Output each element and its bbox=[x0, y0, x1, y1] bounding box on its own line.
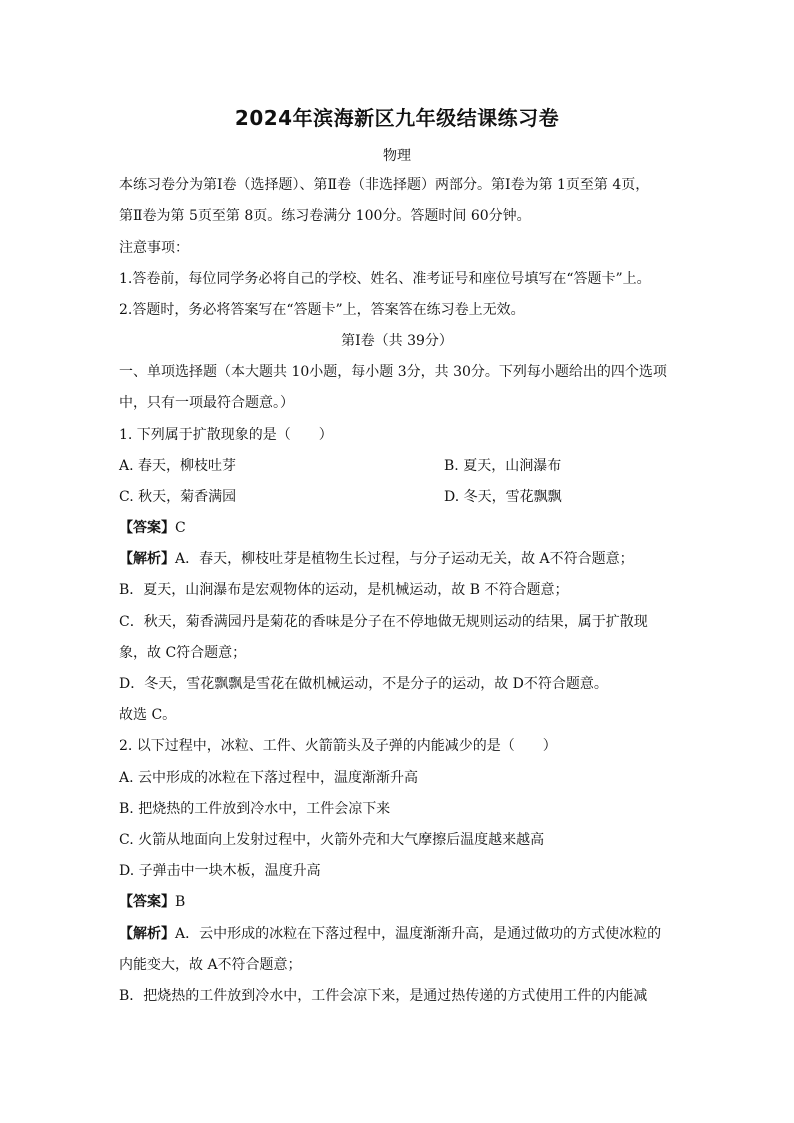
q1-analysis-text-1: A．春天，柳枝吐芽是植物生长过程，与分子运动无关，故 A不符合题意； bbox=[175, 551, 634, 567]
section-heading: 第Ⅰ卷（共 39分） bbox=[341, 333, 453, 349]
q2-option-a: A. 云中形成的冰粒在下落过程中，温度渐渐升高 bbox=[119, 770, 419, 786]
q2-option-d: D. 子弹击中一块木板，温度升高 bbox=[119, 863, 321, 879]
q1-option-a: A. 春天，柳枝吐芽 bbox=[119, 458, 237, 474]
q1-analysis-2: B．夏天，山涧瀑布是宏观物体的运动，是机械运动，故 B 不符合题意； bbox=[119, 582, 569, 598]
q1-conclusion: 故选 C。 bbox=[119, 707, 177, 723]
q2-analysis-text-1: A．云中形成的冰粒在下落过程中，温度渐渐升高，是通过做功的方式使冰粒的 bbox=[175, 926, 662, 942]
q1-analysis-4: 象，故 C符合题意； bbox=[119, 645, 247, 661]
q2-analysis-3: B．把烧热的工件放到冷水中，工件会凉下来，是通过热传递的方式使用工件的内能减 bbox=[119, 988, 648, 1004]
notes-item-2: 2.答题时，务必将答案写在“答题卡”上，答案答在练习卷上无效。 bbox=[119, 302, 525, 318]
q2-analysis-1 bbox=[119, 924, 679, 944]
q2-stem: 2. 以下过程中，冰粒、工件、火箭箭头及子弹的内能减少的是（ ） bbox=[119, 738, 557, 754]
q1-option-d: D. 冬天，雪花飘飘 bbox=[444, 489, 562, 505]
q2-answer-label: 【答案】 bbox=[119, 894, 175, 910]
q1-analysis-5: D．冬天，雪花飘飘是雪花在做机械运动，不是分子的运动，故 D不符合题意。 bbox=[119, 676, 608, 692]
q2-analysis-label: 【解析】 bbox=[119, 926, 175, 942]
q1-stem: 1. 下列属于扩散现象的是（ ） bbox=[119, 427, 333, 443]
q1-option-b: B. 夏天，山涧瀑布 bbox=[444, 458, 562, 474]
q2-answer bbox=[119, 892, 679, 912]
section-instructions-2: 中，只有一项最符合题意。） bbox=[119, 395, 294, 411]
q1-analysis-1 bbox=[119, 549, 679, 569]
section-instructions-1: 一、单项选择题（本大题共 10小题，每小题 3分，共 30分。下列每小题给出的四个选项 bbox=[119, 364, 667, 380]
q2-analysis-2: 内能变大，故 A不符合题意； bbox=[119, 957, 302, 973]
q1-answer-label: 【答案】 bbox=[119, 520, 175, 536]
notes-heading: 注意事项： bbox=[119, 240, 189, 256]
q2-option-c: C. 火箭从地面向上发射过程中，火箭外壳和大气摩擦后温度越来越高 bbox=[119, 832, 545, 848]
notes-item-1: 1.答卷前，每位同学务必将自己的学校、姓名、准考证号和座位号填写在“答题卡”上。 bbox=[119, 271, 651, 287]
intro-line-1: 本练习卷分为第Ⅰ卷（选择题）、第Ⅱ卷（非选择题）两部分。第Ⅰ卷为第 1页至第 4页， bbox=[119, 177, 650, 193]
q1-answer-value: C bbox=[175, 520, 186, 536]
q1-analysis-label: 【解析】 bbox=[119, 551, 175, 567]
q1-option-c: C. 秋天，菊香满园 bbox=[119, 489, 237, 505]
exam-subject: 物理 bbox=[383, 148, 411, 164]
exam-title: 2024年滨海新区九年级结课练习卷 bbox=[234, 106, 560, 130]
q1-analysis-3: C．秋天，菊香满园丹是菊花的香味是分子在不停地做无规则运动的结果，属于扩散现 bbox=[119, 614, 648, 630]
q1-answer bbox=[119, 518, 679, 538]
q2-option-b: B. 把烧热的工件放到冷水中，工件会凉下来 bbox=[119, 801, 391, 817]
q2-answer-value: B bbox=[175, 894, 186, 910]
intro-line-2: 第Ⅱ卷为第 5页至第 8页。练习卷满分 100分。答题时间 60分钟。 bbox=[119, 208, 531, 224]
